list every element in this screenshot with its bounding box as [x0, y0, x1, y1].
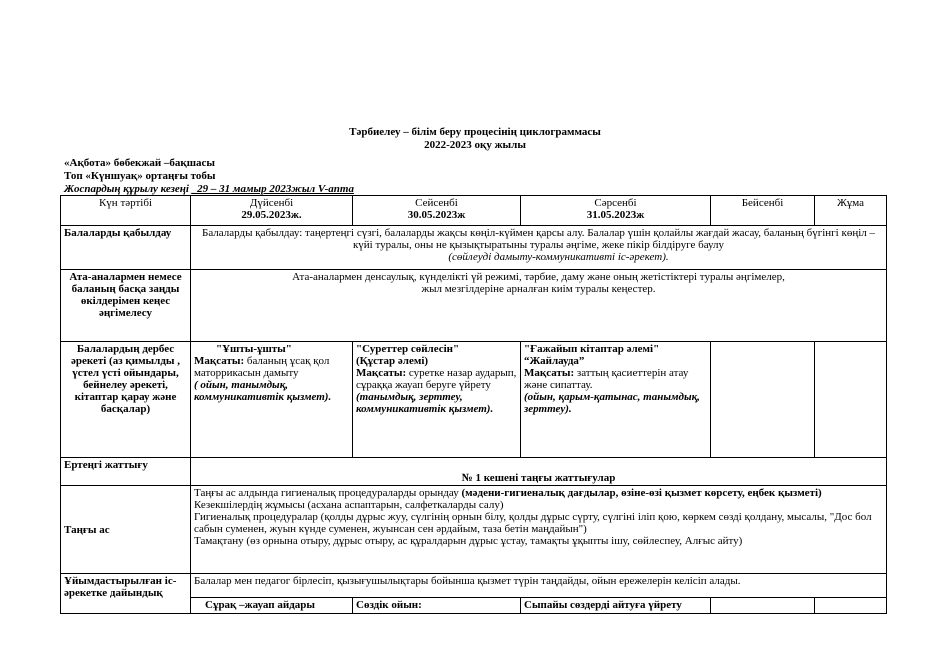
- breakfast-label: Таңғы ас: [61, 486, 191, 574]
- organized-label: Ұйымдастырылған іс-әрекетке дайындық: [61, 574, 191, 614]
- activity-thursday: [711, 342, 815, 458]
- exercise-row: [61, 458, 887, 486]
- group-name: Топ «Күншуақ» ортаңғы тобы: [64, 170, 216, 182]
- breakfast-content: Таңғы ас алдында гигиеналық процедураларды орындау (мәдени-гигиеналық дағдылар, өзіне-өзі қызмет көрсету, еңбек қызметі) Кезекшілердің жұмысы (асхана аспаптарын, салфеткаларды салу) Гигиеналық процедуралар (қолды дұрыс жуу, сүлгінің орнын білу, қолды дұрыс сүрту, сүлгіні іліп қою, көркем сөзді қолдану, мысалы, "Дос бол сабын суменен, жуын күнде суменен, жуынсан сен әрдайым, таза бетін маңдайын") Тамақтану (өз орнына отыру, дұрыс отыру, ас құралдарын дұрыс ұстау, тамақты ұқыпты ішу, сөйлеспеу, Алғыс айту): [191, 486, 887, 574]
- plan-period-line: [64, 183, 354, 195]
- activity-tuesday: "Суреттер сөйлесін" (Құстар әлемі) Мақсаты: суретке назар аударып, сұраққа жауап беруге үйрету (танымдық, зерттеу, коммуникативтік қызмет).: [353, 342, 521, 458]
- exercise-label: Ертеңгі жаттығу: [61, 458, 191, 486]
- activity-monday: "Ұшты-ұшты" Мақсаты: баланың ұсақ қол маторрикасын дамыту ( ойын, танымдық, коммуникативтік қызмет).: [191, 342, 353, 458]
- header-tuesday: Сейсенбі 30.05.2023ж: [353, 196, 521, 226]
- organized-monday: Сұрақ –жауап айдары: [191, 598, 353, 614]
- organized-content: Балалар мен педагог бірлесіп, қызығушылықтары бойынша қызмет түрін таңдайды, ойын ережелерін келісіп алады.: [191, 574, 887, 598]
- parents-row: [61, 270, 887, 342]
- organized-thursday: [711, 598, 815, 614]
- breakfast-row: [61, 486, 887, 574]
- activity-friday: [815, 342, 887, 458]
- parents-line2: жыл мезгілдеріне арналған киім туралы кеңестер.: [421, 283, 656, 295]
- parents-content: [191, 270, 887, 342]
- reception-text: Балаларды қабылдау: таңертеңгі сүзгі, балаларды жақсы көңіл-күймен қарсы алу. Балалар үшін қолайлы жағдай жасау, баланың бүгінгі көңіл – күйі туралы, оны не қызықтыратыны туралы әңгіме, жеке пікір білдіруге баулу: [202, 227, 875, 251]
- header-thursday: Бейсенбі: [711, 196, 815, 226]
- plan-label: Жоспардың құрылу кезеңі: [64, 183, 192, 195]
- header-friday: Жұма: [815, 196, 887, 226]
- organized-row: [61, 574, 887, 598]
- parents-label: Ата-аналармен немесе баланың басқа заңды өкілдерімен кеңес әңгімелесу: [61, 270, 191, 342]
- cyclogram-table: [60, 195, 887, 614]
- organized-wednesday: Сыпайы сөздерді айтуға үйрету: [521, 598, 711, 614]
- doc-year: 2022-2023 оқу жылы: [424, 139, 526, 151]
- activity-label: Балалардың дербес әрекеті (аз қимылды , үстел үсті ойындары, бейнелеу әрекеті, кітаптар қарау және басқалар): [61, 342, 191, 458]
- plan-period: _29 – 31 мамыр 2023жыл V-апта: [191, 183, 354, 195]
- doc-title: Тәрбиелеу – білім беру процесінің циклограммасы: [349, 126, 601, 138]
- organized-tuesday: Сөздік ойын:: [353, 598, 521, 614]
- parents-line1: Ата-аналармен денсаулық, күнделікті үй режимі, тәрбие, даму және оның жетістіктері туралы әңгімелер,: [292, 271, 785, 283]
- header-row: [61, 196, 887, 226]
- activity-wednesday: "Ғажайып кітаптар әлемі" “Жайлауда” Мақсаты: заттың қасиеттерін атау және сипаттау. (ойын, қарым-қатынас, танымдық, зерттеу).: [521, 342, 711, 458]
- reception-content: [191, 226, 887, 270]
- header-monday: Дүйсенбі 29.05.2023ж.: [191, 196, 353, 226]
- header-wednesday: Сәрсенбі 31.05.2023ж: [521, 196, 711, 226]
- reception-note: (сөйлеуді дамыту-коммуникативті іс-әрекет).: [448, 251, 669, 263]
- activity-row: [61, 342, 887, 458]
- kindergarten-name: «Ақбота» бөбекжай –бақшасы: [64, 157, 216, 169]
- reception-row: [61, 226, 887, 270]
- reception-label: Балаларды қабылдау: [61, 226, 191, 270]
- organized-friday: [815, 598, 887, 614]
- exercise-content: № 1 кешені таңғы жаттығулар: [191, 458, 887, 486]
- header-routine: Күн тәртібі: [61, 196, 191, 226]
